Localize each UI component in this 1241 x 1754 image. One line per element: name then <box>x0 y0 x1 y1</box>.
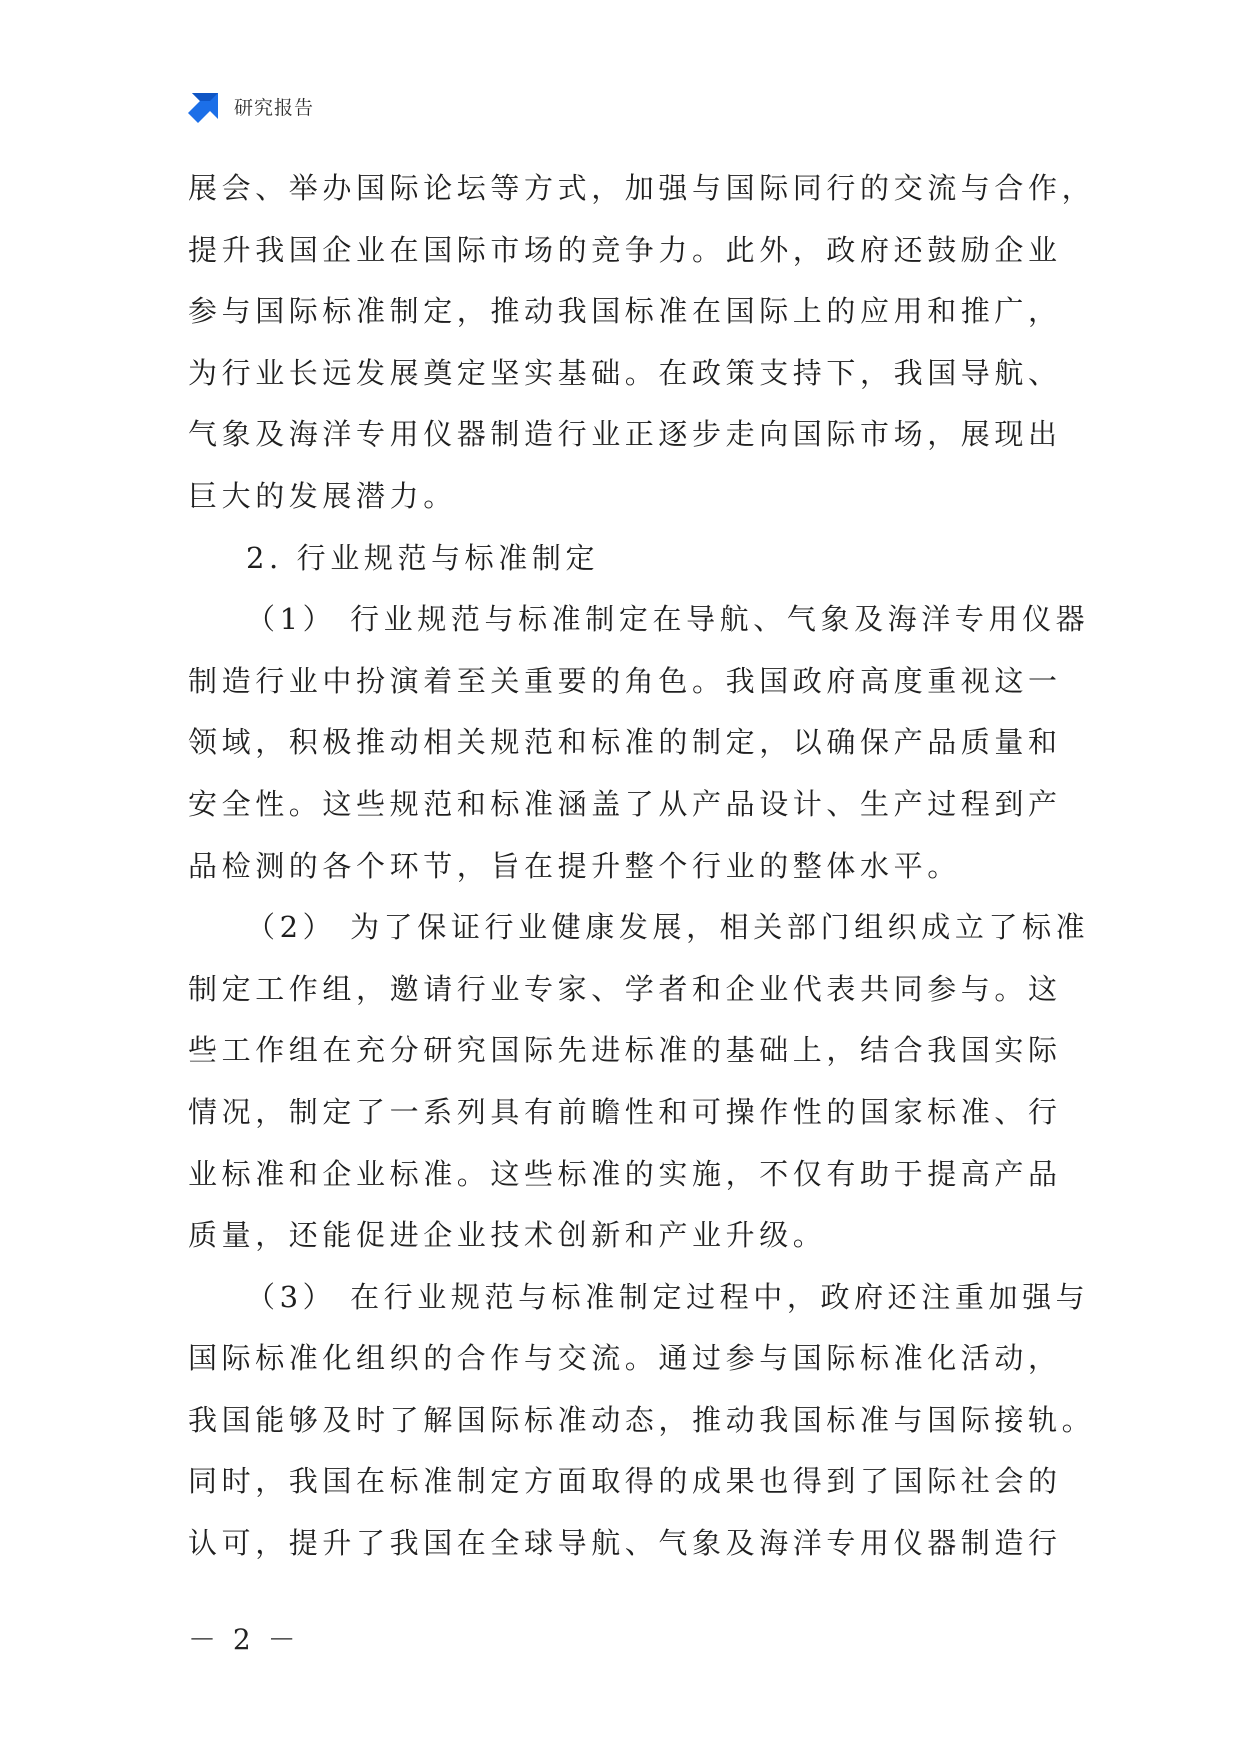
page-number: － 2 － <box>188 1623 300 1656</box>
text-line: 认可，提升了我国在全球导航、气象及海洋专用仪器制造行 <box>188 1526 1062 1561</box>
arrow-up-right-icon <box>188 89 222 123</box>
text-line: 我国能够及时了解国际标准动态，推动我国标准与国际接轨。 <box>188 1402 1096 1437</box>
text-line: 为行业长远发展奠定坚实基础。在政策支持下，我国导航、 <box>188 355 1062 390</box>
text-line: 制定工作组，邀请行业专家、学者和企业代表共同参与。这 <box>188 971 1062 1006</box>
text-line: 展会、举办国际论坛等方式，加强与国际同行的交流与合作， <box>188 171 1096 205</box>
text-line: 品检测的各个环节，旨在提升整个行业的整体水平。 <box>188 848 961 883</box>
text-line: 提升我国企业在国际市场的竞争力。此外，政府还鼓励企业 <box>188 232 1062 267</box>
text-line: 制造行业中扮演着至关重要的角色。我国政府高度重视这一 <box>188 663 1062 698</box>
text-line: 气象及海洋专用仪器制造行业正逐步走向国际市场，展现出 <box>188 417 1062 452</box>
paragraph-start: （3） 在行业规范与标准制定过程中，政府还注重加强与 <box>246 1279 1090 1314</box>
text-line: 参与国际标准制定，推动我国标准在国际上的应用和推广， <box>188 294 1062 329</box>
text-line: 些工作组在充分研究国际先进标准的基础上，结合我国实际 <box>188 1033 1062 1068</box>
text-line: 质量，还能促进企业技术创新和产业升级。 <box>188 1218 827 1253</box>
text-line: 领域，积极推动相关规范和标准的制定，以确保产品质量和 <box>188 725 1062 760</box>
report-header <box>188 88 314 124</box>
report-title: 研究报告 <box>234 96 315 119</box>
text-line: 情况，制定了一系列具有前瞻性和可操作性的国家标准、行 <box>188 1094 1062 1129</box>
text-line: 业标准和企业标准。这些标准的实施，不仅有助于提高产品 <box>188 1156 1062 1191</box>
document-body <box>188 158 1096 1575</box>
paragraph-start: （1） 行业规范与标准制定在导航、气象及海洋专用仪器 <box>246 602 1090 637</box>
text-line: 同时，我国在标准制定方面取得的成果也得到了国际社会的 <box>188 1464 1062 1499</box>
text-line: 国际标准化组织的合作与交流。通过参与国际标准化活动， <box>188 1341 1062 1376</box>
text-line: 巨大的发展潜力。 <box>188 478 457 513</box>
paragraph-start: （2） 为了保证行业健康发展，相关部门组织成立了标准 <box>246 910 1090 945</box>
text-line: 安全性。这些规范和标准涵盖了从产品设计、生产过程到产 <box>188 786 1062 821</box>
section-heading: 2. 行业规范与标准制定 <box>246 540 600 575</box>
